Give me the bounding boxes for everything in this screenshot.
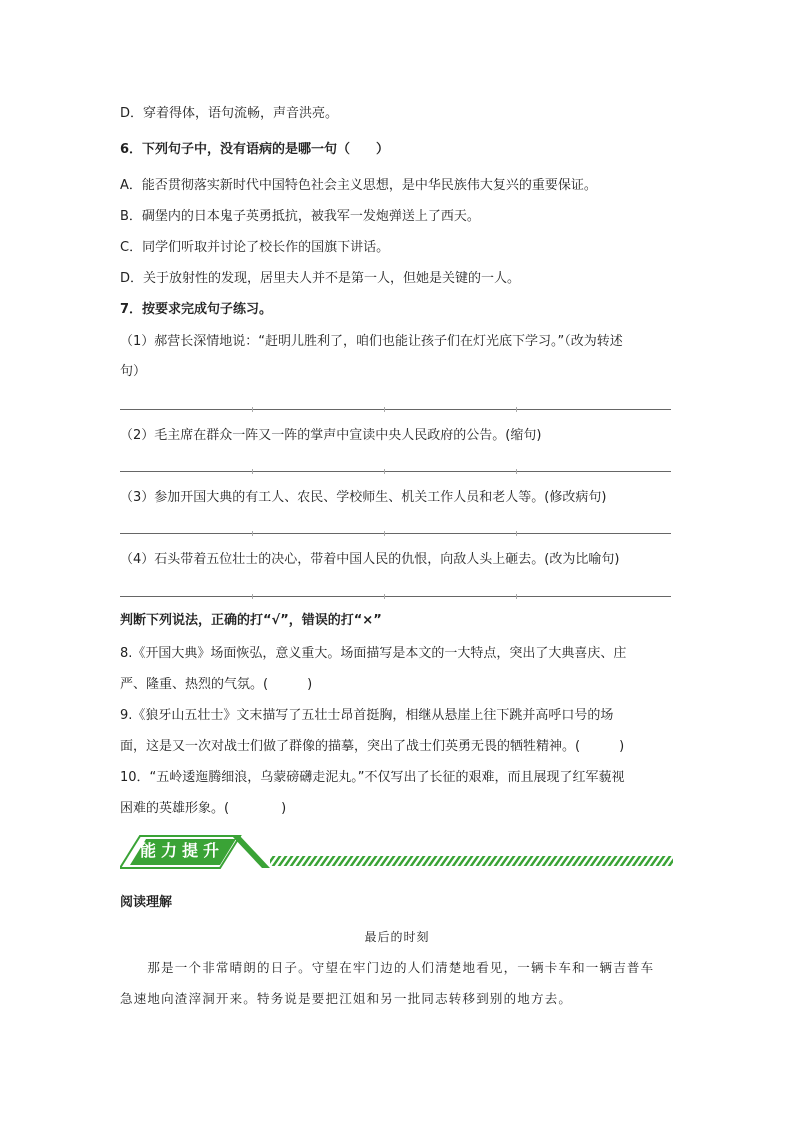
q9-line1: 9.《狼牙山五壮士》文末描写了五壮士昂首挺胸，相继从悬崖上往下跳并高呼口号的场: [120, 708, 614, 723]
q8-line2: 严、隆重、热烈的气氛。( ): [120, 677, 313, 692]
story-line2: 急速地向渣滓洞开来。特务说是要把江姐和另一批同志转移到别的地方去。: [120, 991, 573, 1006]
q6-option-b: B．碉堡内的日本鬼子英勇抵抗，被我军一发炮弹送上了西天。: [120, 209, 480, 224]
banner-label: 能力提升: [140, 841, 225, 860]
section-banner: [120, 834, 673, 870]
q10-line2: 困难的英雄形象。( ): [120, 801, 287, 816]
q6-option-a: A．能否贯彻落实新时代中国特色社会主义思想，是中华民族伟大复兴的重要保证。: [120, 178, 597, 193]
q6-option-c: C．同学们听取并讨论了校长作的国旗下讲话。: [120, 240, 390, 255]
q7-sub1-line2: 句）: [120, 364, 147, 379]
answer-line-1[interactable]: [120, 409, 671, 410]
answer-line-3[interactable]: [120, 533, 671, 534]
q6-option-d: D．关于放射性的发现，居里夫人并不是第一人，但她是关键的一人。: [120, 271, 521, 286]
q6-stem: 6．下列句子中，没有语病的是哪一句（ ）: [120, 142, 390, 157]
q7-sub3: （3）参加开国大典的有工人、农民、学校师生、机关工作人员和老人等。(修改病句): [120, 490, 607, 505]
q7-sub1-line1: （1）郝营长深情地说：“赶明儿胜利了，咱们也能让孩子们在灯光底下学习。”（改为转述: [120, 334, 623, 349]
q8-line1: 8.《开国大典》场面恢弘，意义重大。场面描写是本文的一大特点，突出了大典喜庆、庄: [120, 646, 627, 661]
q7-stem: 7．按要求完成句子练习。: [120, 302, 273, 317]
story-line1: 那是一个非常晴朗的日子。守望在牢门边的人们清楚地看见，一辆卡车和一辆吉普车: [120, 960, 655, 975]
q5-option-d: D．穿着得体，语句流畅，声音洪亮。: [120, 106, 339, 121]
reading-heading: 阅读理解: [120, 895, 173, 910]
q10-line1: 10．“五岭逶迤腾细浪，乌蒙磅礴走泥丸。”不仅写出了长征的艰难，而且展现了红军藐视: [120, 770, 625, 785]
q9-line2: 面，这是又一次对战士们做了群像的描摹，突出了战士们英勇无畏的牺牲精神。( ): [120, 739, 625, 754]
answer-line-2[interactable]: [120, 471, 671, 472]
q7-sub2: （2）毛主席在群众一阵又一阵的掌声中宣读中央人民政府的公告。(缩句): [120, 428, 542, 443]
q7-sub4: （4）石头带着五位壮士的决心，带着中国人民的仇恨，向敌人头上砸去。(改为比喻句): [120, 552, 620, 567]
answer-line-4[interactable]: [120, 596, 671, 597]
judge-heading: 判断下列说法，正确的打“√”，错误的打“×”: [120, 613, 382, 628]
story-title: 最后的时刻: [364, 930, 430, 944]
